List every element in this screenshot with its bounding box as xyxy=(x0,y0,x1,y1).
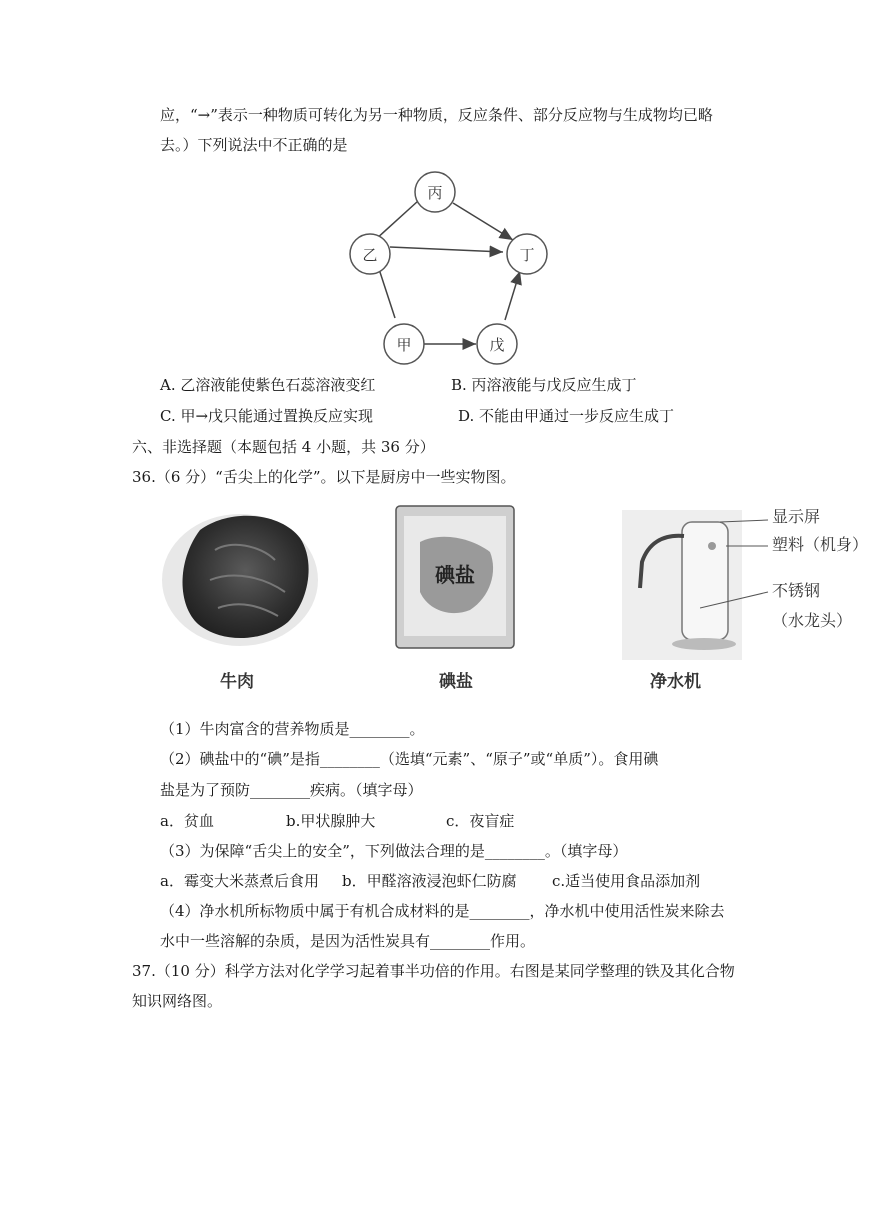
q36-header: 36.（6 分）“舌尖上的化学”。以下是厨房中一些实物图。 xyxy=(132,468,516,486)
q36-part3-option-a: a．霉变大米蒸煮后食用 xyxy=(160,872,319,890)
edge-bing-ding xyxy=(453,203,513,240)
q36-part2-option-a: a．贫血 xyxy=(160,812,214,830)
edge-yi-bing xyxy=(375,201,418,240)
purifier-leader-lines xyxy=(700,512,770,632)
q37-line2: 知识网络图。 xyxy=(132,992,223,1010)
purifier-caption: 净水机 xyxy=(650,672,701,692)
q36-part3-option-c: c.适当使用食品添加剂 xyxy=(552,872,701,890)
option-c: C. 甲→戊只能通过置换反应实现 xyxy=(160,407,374,425)
salt-caption: 碘盐 xyxy=(439,672,473,692)
node-wu-label: 戊 xyxy=(489,336,505,354)
salt-package-text: 碘盐 xyxy=(435,563,475,587)
q36-part2-option-b: b.甲状腺肿大 xyxy=(286,812,376,830)
iodized-salt-image xyxy=(390,502,520,652)
beef-caption: 牛肉 xyxy=(220,672,254,692)
q36-part4-line1: （4）净水机所标物质中属于有机合成材料的是________，净水机中使用活性炭来除去 xyxy=(160,902,725,920)
node-ding-label: 丁 xyxy=(519,246,535,264)
edge-yi-ding xyxy=(390,247,503,252)
question-stem-line-2: 去。）下列说法中不正确的是 xyxy=(160,136,348,154)
q36-part4-line2: 水中一些溶解的杂质，是因为活性炭具有________作用。 xyxy=(160,932,536,950)
label-faucet: （水龙头） xyxy=(772,611,853,630)
q36-part2-option-c: c．夜盲症 xyxy=(446,812,515,830)
section-heading: 六、非选择题（本题包括 4 小题，共 36 分） xyxy=(132,438,435,456)
salt-package-illustration xyxy=(390,502,520,652)
q36-part2-line1: （2）碘盐中的“碘”是指________（选填“元素”、“原子”或“单质”）。食用碘 xyxy=(160,750,659,768)
kitchen-items-figure xyxy=(160,492,869,697)
option-d: D. 不能由甲通过一步反应生成丁 xyxy=(458,407,675,425)
edge-yi-jia xyxy=(378,266,395,318)
label-steel: 不锈钢 xyxy=(772,581,821,600)
q36-part1: （1）牛肉富含的营养物质是________。 xyxy=(160,720,425,738)
label-screen: 显示屏 xyxy=(772,507,821,526)
label-plastic: 塑料（机身） xyxy=(772,535,869,554)
diagram-svg xyxy=(340,168,550,373)
edge-wu-ding xyxy=(505,271,520,320)
node-bing-label: 丙 xyxy=(427,184,443,202)
option-b: B. 丙溶液能与戊反应生成丁 xyxy=(451,376,637,394)
node-jia-label: 甲 xyxy=(396,336,412,354)
question-stem-line-1: 应，“→”表示一种物质可转化为另一种物质，反应条件、部分反应物与生成物均已略 xyxy=(160,106,713,124)
option-a: A. 乙溶液能使紫色石蕊溶液变红 xyxy=(160,376,376,394)
q37-line1: 37.（10 分）科学方法对化学学习起着事半功倍的作用。右图是某同学整理的铁及其化合物 xyxy=(132,962,735,980)
beef-illustration xyxy=(160,500,320,650)
q36-part3: （3）为保障“舌尖上的安全”，下列做法合理的是________。（填字母） xyxy=(160,842,628,860)
beef-image xyxy=(160,500,320,650)
node-yi-label: 乙 xyxy=(362,246,378,264)
reaction-network-diagram xyxy=(340,168,550,373)
q36-part2-line2: 盐是为了预防________疾病。（填字母） xyxy=(160,781,423,799)
q36-part3-option-b: b．甲醛溶液浸泡虾仁防腐 xyxy=(342,872,517,890)
